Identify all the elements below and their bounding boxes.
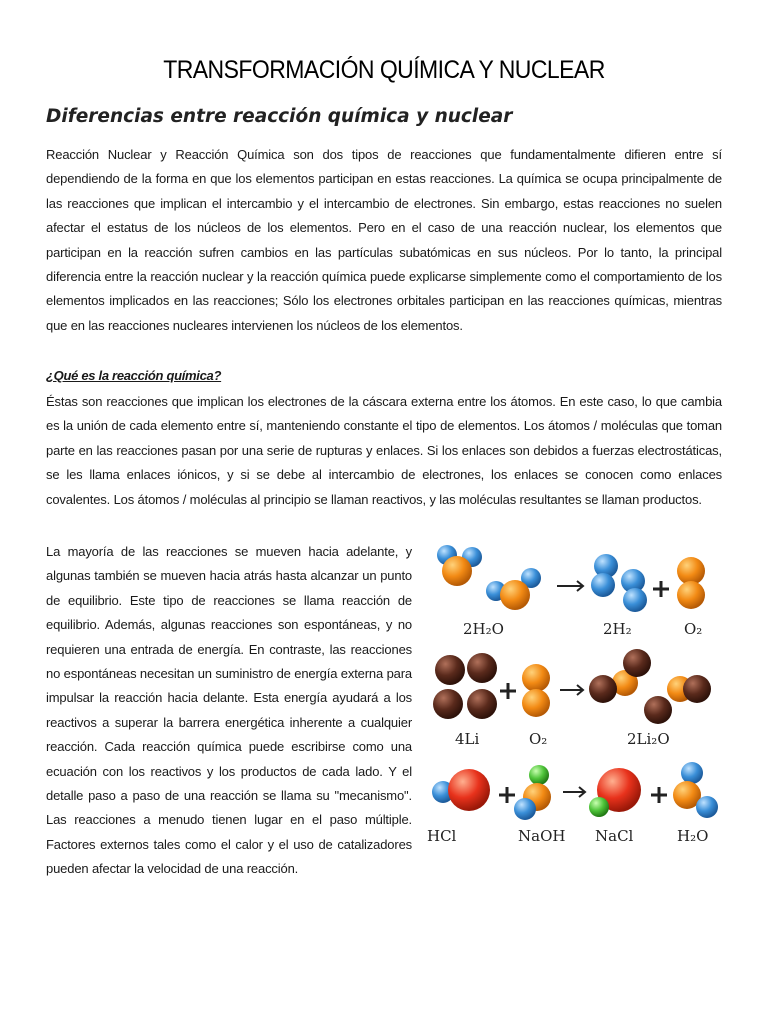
reaction-diagram — [425, 537, 725, 852]
label-nacl: NaCl — [595, 827, 634, 845]
label-2li2o: 2Li₂O — [627, 730, 670, 748]
arrow-icon — [557, 581, 583, 591]
arrow-icon — [560, 685, 583, 695]
page-title: TRANSFORMACIÓN QUÍMICA Y NUCLEAR — [163, 56, 605, 84]
label-hcl: HCl — [427, 827, 457, 845]
plus-icon — [653, 581, 669, 597]
label-o2-row2: O₂ — [529, 730, 548, 748]
plus-icon — [500, 683, 516, 699]
arrow-icon — [563, 787, 585, 797]
intro-paragraph: Reacción Nuclear y Reacción Química son dos tipos de reacciones que fundamentalmente difieren entre sí dependiendo de la forma en que los elementos participan en estas reacciones. La química se ocupa principalmente de las reacciones que implican el intercambio y el intercambio de electrones. Sin embargo, estas reacciones no suelen afectar el estatus de los núcleos de los elementos. Pero en el caso de una reacción nuclear, los elementos que participan en la reacción sufren cambios en las partículas subatómicas en sus núcleos. Por lo tanto, la principal diferencia entre la reacción nuclear y la reacción química puede explicarse simplemente como el comportamiento de los elementos implicados en las reacciones; Sólo los electrones orbitales participan en las reacciones químicas, mientras que en las reacciones nucleares intervienen los núcleos de los elementos. — [46, 147, 722, 333]
label-naoh: NaOH — [518, 827, 566, 845]
water-molecule — [486, 568, 541, 610]
plus-icon — [499, 787, 515, 803]
hydrogen-molecule — [621, 569, 647, 612]
water-product-molecule — [673, 762, 718, 818]
lithium-oxide-molecule — [589, 649, 651, 703]
chemical-reaction-paragraph: Éstas son reacciones que implican los electrones de la cáscara externa entre los átomos. En este caso, lo que cambia es la unión de cada elemento entre sí, manteniendo constante el tipo de elementos. Los átomos / moléculas que toman parte en las reacciones pasan por una serie de rupturas y enlaces. Si los enlaces son debidos a fuerzas electrostáticas, se les llama enlaces iónicos, y si se debe al intercambio de electrones, los enlaces se conocen como enlaces covalentes. Los átomos / moléculas al principio se llaman reactivos, y las moléculas resultantes se llaman productos. — [46, 394, 722, 507]
naoh-molecule — [514, 765, 551, 820]
label-h2o: H₂O — [677, 827, 709, 845]
label-2h2: 2H₂ — [603, 620, 632, 638]
lithium-oxide-molecule — [644, 675, 711, 724]
oxygen-molecule — [677, 557, 705, 609]
oxygen-molecule — [522, 664, 550, 717]
reaction-figure — [425, 537, 725, 852]
plus-icon — [651, 787, 667, 803]
label-o2: O₂ — [684, 620, 703, 638]
label-4li: 4Li — [455, 730, 480, 748]
label-2h2o: 2H₂O — [463, 620, 504, 638]
nacl-molecule — [589, 768, 641, 817]
equilibrium-paragraph: La mayoría de las reacciones se mueven hacia adelante, y algunas también se mueven hacia atrás hasta alcanzar un punto de equilibrio. Este tipo de reacciones se llama reacción de equilibrio. Además, algunas reacciones son espontáneas, y no requieren una entrada de energía. En contraste, las reacciones no espontáneas necesitan un suministro de energía externa para impulsar la reacción hacia delante. Esta energía ayudará a los reactivos a superar la barrera energética inherente a cualquier reacción. Cada reacción química puede escribirse como una ecuación con los reactivos y los productos de cada lado. Y el detalle paso a paso de una reacción se llama su "mecanismo". Las reacciones a menudo tienen lugar en el paso múltiple. Factores externos tales como el calor y el uso de catalizadores pueden afectar la velocidad de una reacción. — [46, 544, 412, 877]
hcl-molecule — [432, 769, 490, 811]
lithium-atoms — [433, 653, 497, 719]
section-subtitle: Diferencias entre reacción química y nuclear — [46, 106, 513, 127]
hydrogen-molecule — [591, 554, 618, 597]
chemical-reaction-heading: ¿Qué es la reacción química? — [46, 368, 222, 383]
water-molecule — [437, 545, 482, 586]
